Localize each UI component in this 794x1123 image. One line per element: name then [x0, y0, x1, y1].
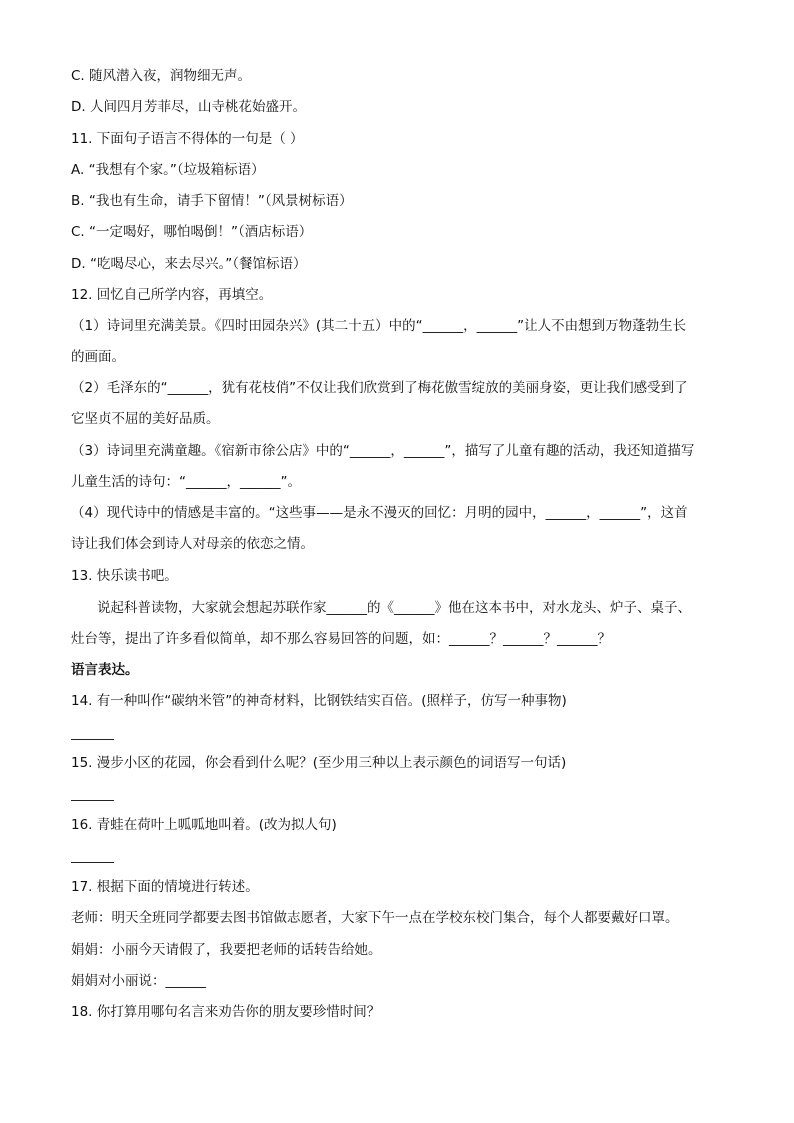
question-18: 18. 你打算用哪句名言来劝告你的朋友要珍惜时间？ [71, 1004, 381, 1020]
answer-blank-16[interactable] [71, 862, 114, 863]
question-11-option-a: A. “我想有个家。”（垃圾箱标语） [71, 162, 265, 178]
question-13-body-cont: 灶台等，提出了许多看似简单，却不那么容易回答的问题，如：______？______？______？ [71, 631, 611, 647]
question-17-juanjuan-line: 娟娟：小丽今天请假了，我要把老师的话转告给她。 [71, 942, 382, 958]
question-17-teacher-line: 老师：明天全班同学都要去图书馆做志愿者，大家下午一点在学校东校门集合，每个人都要戴好口罩。 [71, 910, 679, 926]
question-11-stem: 11. 下面句子语言不得体的一句是（ ） [71, 131, 304, 147]
question-12-part-1-cont: 的画面。 [71, 349, 125, 365]
question-12-stem: 12. 回忆自己所学内容，再填空。 [71, 287, 273, 303]
question-11-option-c: C. “一定喝好，哪怕喝倒！”（酒店标语） [71, 224, 313, 240]
question-12-part-2: （2）毛泽东的“______，犹有花枝俏”不仅让我们欣赏到了梅花傲雪绽放的美丽身姿，更让我们感受到了 [71, 380, 688, 396]
question-17-stem: 17. 根据下面的情境进行转述。 [71, 879, 259, 895]
question-12-part-3: （3）诗词里充满童趣。《宿新市徐公店》中的“______，______”，描写了儿童有趣的活动，我还知道描写 [71, 443, 695, 459]
question-12-part-4: （4）现代诗中的情感是丰富的。“这些事——是永不漫灭的回忆：月明的园中，______，______”，这首 [71, 505, 688, 521]
question-15: 15. 漫步小区的花园，你会看到什么呢？(至少用三种以上表示颜色的词语写一句话) [71, 755, 567, 771]
question-11-option-b: B. “我也有生命，请手下留情！”（风景树标语） [71, 193, 353, 209]
option-c-line: C. 随风潜入夜，润物细无声。 [71, 68, 252, 84]
question-12-part-2-cont: 它坚贞不屈的美好品质。 [71, 411, 220, 427]
question-12-part-1: （1）诗词里充满美景。《四时田园杂兴》(其二十五）中的“______，______”让人不由想到万物蓬勃生长 [71, 318, 687, 334]
option-d-line: D. 人间四月芳菲尽，山寺桃花始盛开。 [71, 99, 306, 115]
question-11-option-d: D. “吃喝尽心，来去尽兴。”（餐馆标语） [71, 256, 307, 272]
question-14: 14. 有一种叫作“碳纳米管”的神奇材料，比钢铁结实百倍。(照样子，仿写一种事物) [71, 693, 567, 709]
question-12-part-4-cont: 诗让我们体会到诗人对母亲的依恋之情。 [71, 536, 314, 552]
question-13-body: 说起科普读物，大家就会想起苏联作家______的《______》他在这本书中，对水龙头、炉子、桌子、 [97, 600, 691, 616]
question-12-part-3-cont: 儿童生活的诗句：“______，______”。 [71, 474, 301, 490]
section-heading: 语言表达。 [71, 662, 139, 678]
answer-blank-14[interactable] [71, 739, 114, 740]
answer-blank-15[interactable] [71, 800, 114, 801]
question-16: 16. 青蛙在荷叶上呱呱地叫着。(改为拟人句) [71, 817, 337, 833]
question-17-answer-line: 娟娟对小丽说：______ [71, 973, 206, 989]
question-13-stem: 13. 快乐读书吧。 [71, 568, 178, 584]
